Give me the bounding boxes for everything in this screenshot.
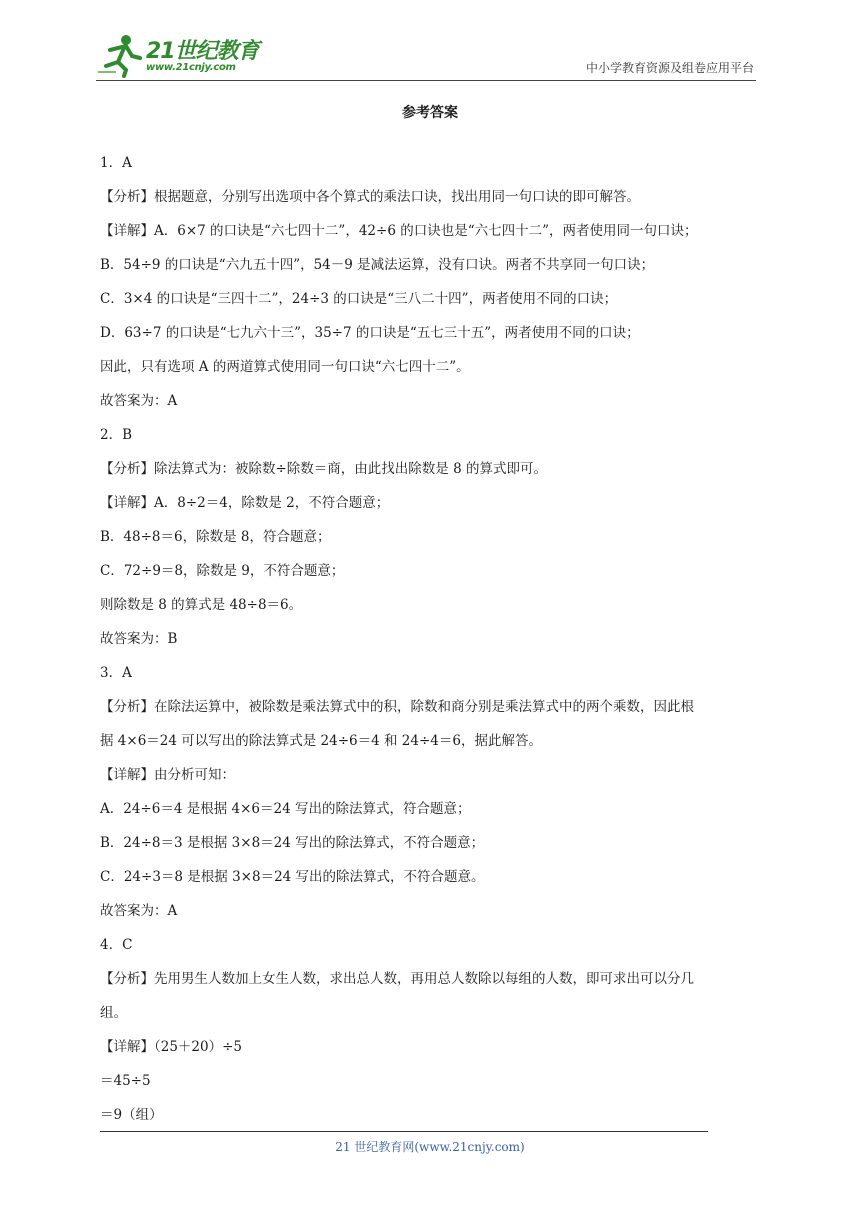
page-header [96, 28, 756, 81]
answer-line: D．63÷7 的口诀是“七九六十三”，35÷7 的口诀是“五七三十五”，两者使用不同的口诀； [100, 325, 640, 341]
answer-line: 因此，只有选项 A 的两道算式使用同一句口诀“六七四十二”。 [100, 359, 470, 375]
footer-text: 21 世纪教育网(www.21cnjy.com) [335, 1140, 525, 1154]
answer-line: A．24÷6＝4 是根据 4×6＝24 写出的除法算式，符合题意； [100, 801, 471, 817]
answer-line: 1．A [100, 155, 132, 171]
answer-line: 故答案为：A [100, 393, 178, 409]
platform-name: 中小学教育资源及组卷应用平台 [585, 61, 754, 75]
logo [96, 32, 276, 78]
answer-line: ＝9（组） [100, 1107, 163, 1123]
answer-line: 【详解】A．8÷2＝4，除数是 2，不符合题意； [100, 495, 390, 511]
answer-line: 【详解】（25＋20）÷5 [100, 1039, 243, 1055]
answer-line: C．3×4 的口诀是“三四十二”，24÷3 的口诀是“三八二十四”，两者使用不同的口诀； [100, 291, 618, 307]
footer-divider [100, 1131, 708, 1132]
answer-line: 【详解】由分析可知： [100, 767, 235, 783]
answer-line: 则除数是 8 的算式是 48÷8＝6。 [100, 597, 303, 613]
answer-line: 【分析】在除法运算中，被除数是乘法算式中的积，除数和商分别是乘法算式中的两个乘数，因此根 [100, 699, 694, 715]
logo-url: www.21cnjy.com [146, 62, 236, 73]
answer-line: 【分析】除法算式为：被除数÷除数＝商，由此找出除数是 8 的算式即可。 [100, 461, 547, 477]
answer-line: 故答案为：A [100, 903, 178, 919]
answer-line: 4．C [100, 937, 133, 953]
answer-line: C．72÷9＝8，除数是 9，不符合题意； [100, 563, 345, 579]
answer-line: 据 4×6＝24 可以写出的除法算式是 24÷6＝4 和 24÷4＝6，据此解答。 [100, 733, 542, 749]
answer-line: 【分析】根据题意，分别写出选项中各个算式的乘法口诀，找出用同一句口诀的即可解答。 [100, 189, 640, 205]
answer-line: B．24÷8＝3 是根据 3×8＝24 写出的除法算式，不符合题意； [100, 835, 485, 851]
answer-content [100, 146, 740, 1132]
answer-line: C．24÷3＝8 是根据 3×8＝24 写出的除法算式，不符合题意。 [100, 869, 485, 885]
answer-line: 【详解】A．6×7 的口诀是“六七四十二”，42÷6 的口诀也是“六七四十二”，两者使用同一句口诀； [100, 223, 698, 239]
answer-line: ＝45÷5 [100, 1073, 151, 1089]
runner-logo-icon [96, 32, 144, 78]
answer-line: 故答案为：B [100, 631, 178, 647]
answer-line: 组。 [100, 1005, 127, 1021]
answer-line: 3．A [100, 665, 132, 681]
logo-text: 21世纪教育 [146, 39, 259, 64]
answer-line: B．48÷8＝6，除数是 8，符合题意； [100, 529, 331, 545]
answer-line: 2．B [100, 427, 133, 443]
answer-line: 【分析】先用男生人数加上女生人数，求出总人数，再用总人数除以每组的人数，即可求出可以分几 [100, 971, 694, 987]
answer-line: B．54÷9 的口诀是“六九五十四”，54－9 是减法运算，没有口诀。两者不共享同一句口诀； [100, 257, 655, 273]
page-title: 参考答案 [402, 105, 458, 121]
